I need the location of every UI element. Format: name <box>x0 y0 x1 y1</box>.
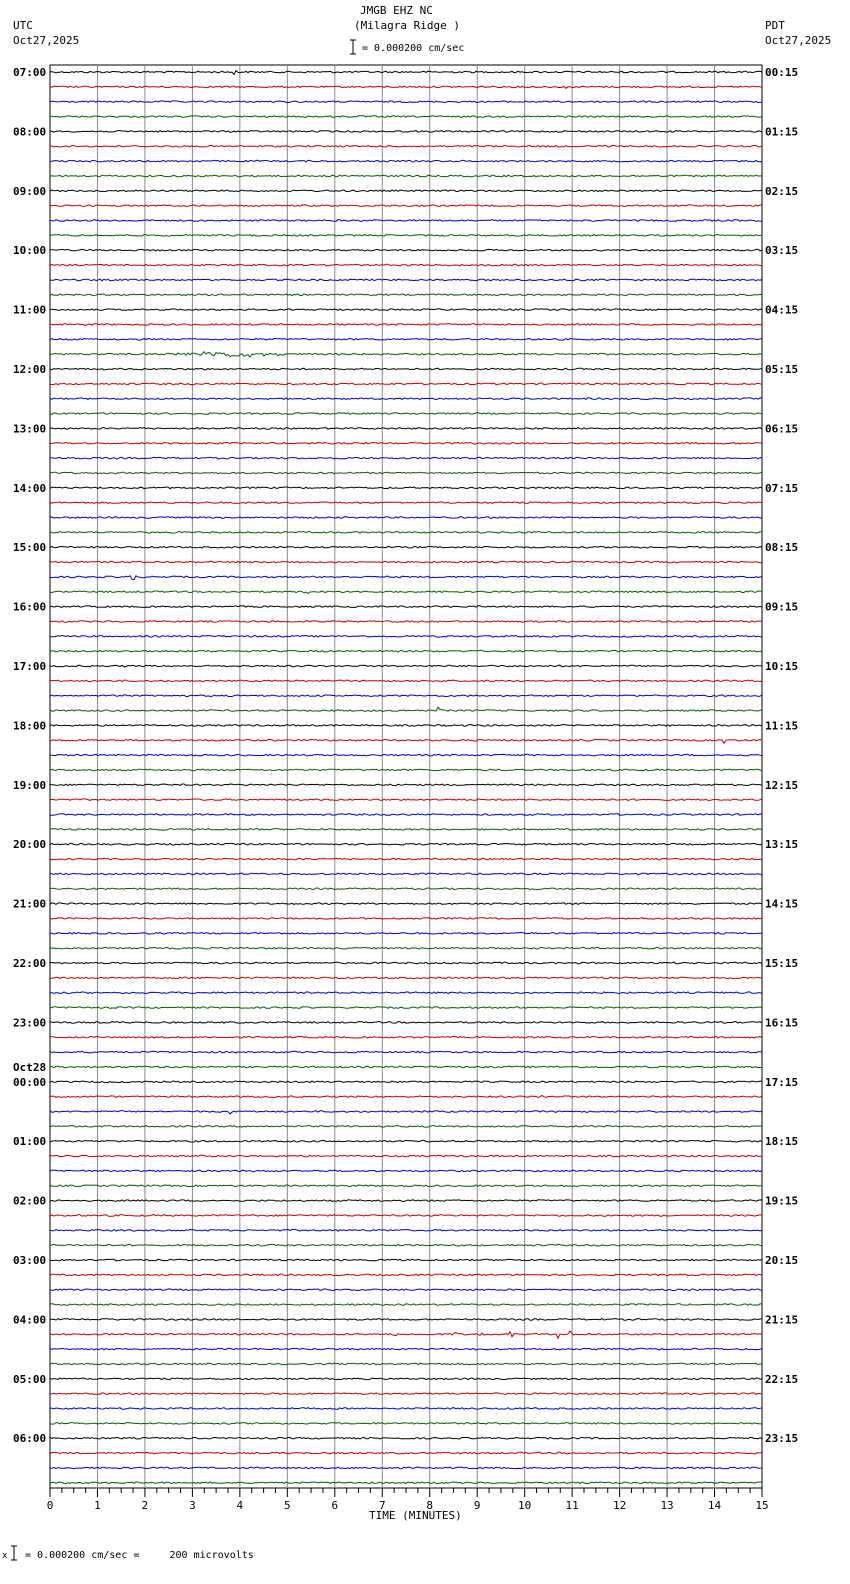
seismic-trace <box>50 249 762 251</box>
seismic-trace <box>50 398 762 400</box>
seismic-trace <box>50 324 762 326</box>
seismic-trace <box>50 1348 762 1350</box>
seismic-trace <box>50 1200 762 1202</box>
pdt-hour-label: 20:15 <box>765 1254 799 1267</box>
seismic-trace <box>50 1437 762 1439</box>
pdt-hour-label: 00:15 <box>765 66 799 79</box>
seismic-trace <box>50 309 762 311</box>
x-tick-label: 10 <box>518 1499 532 1512</box>
seismic-trace <box>50 1259 762 1261</box>
seismic-trace <box>50 1331 762 1338</box>
seismic-trace <box>50 101 762 103</box>
station-location: (Milagra Ridge ) <box>354 19 460 32</box>
pdt-hour-label: 08:15 <box>765 541 799 555</box>
utc-hour-label: 23:00 <box>13 1016 47 1030</box>
seismic-trace <box>50 680 762 682</box>
seismic-trace <box>50 784 762 786</box>
seismic-trace <box>50 1170 762 1172</box>
x-tick-label: 8 <box>426 1499 434 1512</box>
pdt-hour-label: 03:15 <box>765 244 799 258</box>
seismic-trace <box>50 145 762 147</box>
seismic-trace <box>50 1185 762 1187</box>
utc-hour-label: 21:00 <box>13 897 47 911</box>
seismic-trace <box>50 1363 762 1365</box>
utc-hour-label: 08:00 <box>13 125 47 139</box>
utc-hour-label: 14:00 <box>13 481 47 495</box>
seismic-trace <box>50 1274 762 1276</box>
utc-hour-label: 22:00 <box>13 957 47 970</box>
pdt-hour-label: 05:15 <box>765 363 799 376</box>
utc-hour-label: 04:00 <box>13 1313 47 1327</box>
seismic-trace <box>50 1482 762 1484</box>
footer-marker: x <box>2 1551 8 1561</box>
utc-hour-label: 15:00 <box>13 541 47 555</box>
seismic-trace <box>50 725 762 727</box>
seismic-trace <box>50 754 762 756</box>
seismic-trace <box>50 1140 762 1142</box>
left-timezone: UTC <box>13 19 33 32</box>
seismic-trace <box>50 814 762 816</box>
seismic-trace <box>50 279 762 281</box>
seismic-trace <box>50 918 762 920</box>
footer-scale-note: = 0.000200 cm/sec = 200 microvolts <box>25 1550 254 1561</box>
pdt-hour-label: 18:15 <box>765 1135 799 1149</box>
seismic-trace <box>50 235 762 237</box>
seismic-trace <box>50 1051 762 1053</box>
utc-hour-label: 16:00 <box>13 600 47 614</box>
x-tick-label: 9 <box>473 1499 481 1512</box>
seismic-trace <box>50 1007 762 1009</box>
utc-hour-label: 00:00 <box>13 1075 47 1089</box>
seismic-trace <box>50 665 762 667</box>
seismic-trace <box>50 962 762 964</box>
utc-hour-label: 09:00 <box>13 184 47 198</box>
seismic-trace <box>50 858 762 860</box>
seismic-trace <box>50 1289 762 1291</box>
footer-scale-bar-icon <box>9 1545 19 1561</box>
pdt-hour-label: 07:15 <box>765 481 799 495</box>
seismic-trace <box>50 1452 762 1454</box>
right-timezone: PDT <box>765 19 785 32</box>
seismic-trace <box>50 502 762 504</box>
seismic-trace <box>50 546 762 548</box>
seismic-trace <box>50 1408 762 1410</box>
seismic-trace <box>50 160 762 162</box>
seismic-trace <box>50 487 762 489</box>
x-tick-label: 0 <box>46 1499 54 1512</box>
x-tick-label: 5 <box>284 1499 291 1512</box>
utc-hour-label: 01:00 <box>13 1135 47 1149</box>
seismic-trace <box>50 843 762 845</box>
utc-hour-label: 02:00 <box>13 1194 47 1208</box>
seismic-trace <box>50 443 762 445</box>
seismic-trace <box>50 1393 762 1395</box>
seismic-trace <box>50 472 762 474</box>
seismic-trace <box>50 339 762 341</box>
utc-hour-label: 06:00 <box>13 1432 47 1446</box>
pdt-hour-label: 23:15 <box>765 1432 799 1446</box>
seismic-trace <box>50 1423 762 1425</box>
seismic-trace <box>50 1066 762 1068</box>
seismic-trace <box>50 352 762 357</box>
seismic-trace <box>50 71 762 75</box>
seismic-trace <box>50 621 762 623</box>
seismic-trace <box>50 1022 762 1024</box>
right-date: Oct27,2025 <box>765 34 832 47</box>
seismic-trace <box>50 903 762 905</box>
utc-hour-label: 20:00 <box>13 838 47 852</box>
seismic-trace <box>50 707 762 711</box>
seismic-trace <box>50 606 762 608</box>
utc-date-change-label: Oct28 <box>13 1060 47 1074</box>
seismic-trace <box>50 368 762 370</box>
seismic-trace <box>50 1230 762 1232</box>
seismic-trace <box>50 86 762 88</box>
utc-hour-label: 11:00 <box>13 303 47 317</box>
seismic-trace <box>50 517 762 519</box>
pdt-hour-label: 17:15 <box>765 1075 799 1089</box>
seismic-trace <box>50 561 762 563</box>
pdt-hour-label: 15:15 <box>765 957 799 970</box>
seismic-trace <box>50 1111 762 1114</box>
left-date: Oct27,2025 <box>13 34 80 47</box>
x-tick-label: 4 <box>236 1499 244 1512</box>
seismic-trace <box>50 1155 762 1157</box>
pdt-hour-label: 14:15 <box>765 897 799 911</box>
seismic-trace <box>50 947 762 949</box>
seismic-trace <box>50 532 762 534</box>
x-tick-label: 15 <box>755 1499 769 1512</box>
seismic-trace <box>50 264 762 266</box>
seismic-trace <box>50 220 762 222</box>
scale-label: = 0.000200 cm/sec <box>362 43 465 54</box>
utc-hour-label: 05:00 <box>13 1372 47 1386</box>
seismic-trace <box>50 650 762 652</box>
seismic-trace <box>50 591 762 593</box>
pdt-hour-label: 21:15 <box>765 1313 799 1327</box>
pdt-hour-label: 06:15 <box>765 422 799 436</box>
pdt-hour-label: 11:15 <box>765 719 799 733</box>
pdt-hour-label: 02:15 <box>765 184 799 198</box>
seismic-trace <box>50 1319 762 1321</box>
utc-hour-label: 03:00 <box>13 1254 47 1267</box>
seismic-trace <box>50 190 762 192</box>
x-tick-label: 14 <box>707 1499 722 1512</box>
utc-hour-label: 17:00 <box>13 660 47 673</box>
seismic-trace <box>50 799 762 801</box>
seismic-trace <box>50 992 762 994</box>
pdt-hour-label: 10:15 <box>765 660 799 673</box>
x-tick-label: 3 <box>189 1499 196 1512</box>
seismic-trace <box>50 175 762 177</box>
station-title: JMGB EHZ NC <box>360 4 433 17</box>
pdt-hour-label: 04:15 <box>765 303 799 317</box>
seismic-trace <box>50 740 762 744</box>
seismic-trace <box>50 769 762 771</box>
seismic-trace <box>50 1244 762 1246</box>
seismic-trace <box>50 1378 762 1380</box>
utc-hour-label: 13:00 <box>13 422 47 436</box>
utc-hour-label: 12:00 <box>13 363 47 376</box>
seismic-trace <box>50 1081 762 1083</box>
x-tick-label: 7 <box>378 1499 386 1512</box>
seismic-trace <box>50 428 762 430</box>
seismic-trace <box>50 576 762 580</box>
utc-hour-label: 19:00 <box>13 778 47 792</box>
pdt-hour-label: 16:15 <box>765 1016 799 1030</box>
pdt-hour-label: 01:15 <box>765 125 799 139</box>
x-tick-label: 13 <box>660 1499 674 1512</box>
x-tick-label: 6 <box>331 1499 339 1512</box>
seismic-trace <box>50 1037 762 1039</box>
seismic-trace <box>50 888 762 890</box>
seismic-trace <box>50 695 762 697</box>
seismic-trace <box>50 1126 762 1128</box>
pdt-hour-label: 12:15 <box>765 778 799 792</box>
x-tick-label: 2 <box>141 1499 149 1512</box>
utc-hour-label: 18:00 <box>13 719 47 733</box>
pdt-hour-label: 19:15 <box>765 1194 799 1208</box>
seismic-trace <box>50 457 762 459</box>
seismic-trace <box>50 1304 762 1306</box>
seismic-trace <box>50 1095 762 1097</box>
x-tick-label: 11 <box>565 1499 579 1512</box>
seismic-trace <box>50 977 762 979</box>
seismic-trace <box>50 383 762 385</box>
seismic-trace <box>50 205 762 207</box>
x-tick-label: 1 <box>94 1499 101 1512</box>
seismic-trace <box>50 873 762 875</box>
x-tick-label: 12 <box>612 1499 627 1512</box>
pdt-hour-label: 13:15 <box>765 838 799 852</box>
pdt-hour-label: 22:15 <box>765 1372 799 1386</box>
seismic-trace <box>50 933 762 935</box>
seismic-trace <box>50 116 762 118</box>
seismic-trace <box>50 829 762 831</box>
utc-hour-label: 07:00 <box>13 66 47 79</box>
pdt-hour-label: 09:15 <box>765 600 799 614</box>
utc-hour-label: 10:00 <box>13 244 47 258</box>
seismic-trace <box>50 1215 762 1217</box>
seismic-trace <box>50 294 762 296</box>
seismic-trace <box>50 1467 762 1469</box>
seismic-trace <box>50 636 762 638</box>
seismic-trace <box>50 131 762 133</box>
x-axis-label: TIME (MINUTES) <box>369 1509 462 1522</box>
seismic-trace <box>50 413 762 415</box>
